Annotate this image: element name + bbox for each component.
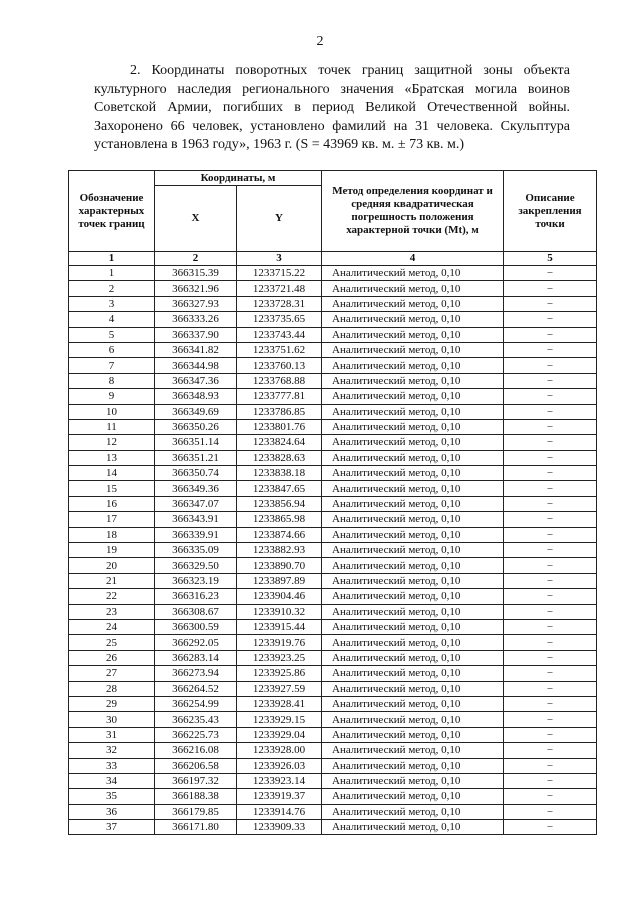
x-coordinate-cell: 366341.82	[155, 342, 237, 357]
header-description: Описание закрепления точки	[504, 171, 597, 252]
y-coordinate-cell: 1233865.98	[237, 512, 322, 527]
point-number-cell: 25	[69, 635, 155, 650]
method-cell: Аналитический метод, 0,10	[322, 296, 504, 311]
description-cell: –	[504, 804, 597, 819]
table-row	[69, 558, 597, 573]
description-cell: –	[504, 358, 597, 373]
y-coordinate-cell: 1233856.94	[237, 496, 322, 511]
y-coordinate-cell: 1233928.41	[237, 696, 322, 711]
method-cell: Аналитический метод, 0,10	[322, 558, 504, 573]
description-cell: –	[504, 496, 597, 511]
x-coordinate-cell: 366350.74	[155, 466, 237, 481]
description-cell: –	[504, 281, 597, 296]
x-coordinate-cell: 366264.52	[155, 681, 237, 696]
table-row	[69, 527, 597, 542]
table-row	[69, 758, 597, 773]
description-cell: –	[504, 450, 597, 465]
x-coordinate-cell: 366344.98	[155, 358, 237, 373]
point-number-cell: 14	[69, 466, 155, 481]
point-number-cell: 27	[69, 666, 155, 681]
x-coordinate-cell: 366283.14	[155, 650, 237, 665]
method-cell: Аналитический метод, 0,10	[322, 804, 504, 819]
point-number-cell: 4	[69, 312, 155, 327]
x-coordinate-cell: 366337.90	[155, 327, 237, 342]
description-cell: –	[504, 312, 597, 327]
y-coordinate-cell: 1233914.76	[237, 804, 322, 819]
method-cell: Аналитический метод, 0,10	[322, 496, 504, 511]
description-cell: –	[504, 266, 597, 281]
table-row	[69, 773, 597, 788]
description-cell: –	[504, 696, 597, 711]
table-row	[69, 466, 597, 481]
method-cell: Аналитический метод, 0,10	[322, 635, 504, 650]
y-coordinate-cell: 1233735.65	[237, 312, 322, 327]
y-coordinate-cell: 1233777.81	[237, 389, 322, 404]
table-row	[69, 820, 597, 835]
x-coordinate-cell: 366179.85	[155, 804, 237, 819]
y-coordinate-cell: 1233925.86	[237, 666, 322, 681]
table-row	[69, 312, 597, 327]
x-coordinate-cell: 366347.36	[155, 373, 237, 388]
coordinates-table	[68, 170, 597, 835]
point-number-cell: 33	[69, 758, 155, 773]
description-cell: –	[504, 527, 597, 542]
point-number-cell: 9	[69, 389, 155, 404]
column-number: 2	[155, 252, 237, 266]
method-cell: Аналитический метод, 0,10	[322, 266, 504, 281]
method-cell: Аналитический метод, 0,10	[322, 712, 504, 727]
table-row	[69, 619, 597, 634]
table-row	[69, 419, 597, 434]
point-number-cell: 24	[69, 619, 155, 634]
point-number-cell: 12	[69, 435, 155, 450]
x-coordinate-cell: 366206.58	[155, 758, 237, 773]
method-cell: Аналитический метод, 0,10	[322, 512, 504, 527]
table-row	[69, 481, 597, 496]
coordinates-table-wrapper	[68, 170, 596, 835]
description-cell: –	[504, 573, 597, 588]
y-coordinate-cell: 1233923.14	[237, 773, 322, 788]
y-coordinate-cell: 1233743.44	[237, 327, 322, 342]
y-coordinate-cell: 1233923.25	[237, 650, 322, 665]
description-cell: –	[504, 681, 597, 696]
point-number-cell: 30	[69, 712, 155, 727]
x-coordinate-cell: 366235.43	[155, 712, 237, 727]
x-coordinate-cell: 366348.93	[155, 389, 237, 404]
description-cell: –	[504, 327, 597, 342]
y-coordinate-cell: 1233909.33	[237, 820, 322, 835]
method-cell: Аналитический метод, 0,10	[322, 450, 504, 465]
x-coordinate-cell: 366216.08	[155, 743, 237, 758]
method-cell: Аналитический метод, 0,10	[322, 435, 504, 450]
x-coordinate-cell: 366188.38	[155, 789, 237, 804]
y-coordinate-cell: 1233760.13	[237, 358, 322, 373]
x-coordinate-cell: 366197.32	[155, 773, 237, 788]
y-coordinate-cell: 1233897.89	[237, 573, 322, 588]
method-cell: Аналитический метод, 0,10	[322, 419, 504, 434]
header-point: Обозначение характерных точек границ	[69, 171, 155, 252]
method-cell: Аналитический метод, 0,10	[322, 789, 504, 804]
table-row	[69, 496, 597, 511]
method-cell: Аналитический метод, 0,10	[322, 619, 504, 634]
y-coordinate-cell: 1233927.59	[237, 681, 322, 696]
method-cell: Аналитический метод, 0,10	[322, 281, 504, 296]
y-coordinate-cell: 1233728.31	[237, 296, 322, 311]
column-number: 1	[69, 252, 155, 266]
description-cell: –	[504, 758, 597, 773]
description-cell: –	[504, 589, 597, 604]
description-cell: –	[504, 389, 597, 404]
column-number: 4	[322, 252, 504, 266]
description-cell: –	[504, 650, 597, 665]
x-coordinate-cell: 366254.99	[155, 696, 237, 711]
table-row	[69, 358, 597, 373]
method-cell: Аналитический метод, 0,10	[322, 666, 504, 681]
description-cell: –	[504, 712, 597, 727]
table-row	[69, 543, 597, 558]
table-row	[69, 604, 597, 619]
y-coordinate-cell: 1233715.22	[237, 266, 322, 281]
method-cell: Аналитический метод, 0,10	[322, 820, 504, 835]
point-number-cell: 22	[69, 589, 155, 604]
point-number-cell: 2	[69, 281, 155, 296]
method-cell: Аналитический метод, 0,10	[322, 358, 504, 373]
x-coordinate-cell: 366273.94	[155, 666, 237, 681]
y-coordinate-cell: 1233847.65	[237, 481, 322, 496]
description-cell: –	[504, 296, 597, 311]
intro-paragraph: 2. Координаты поворотных точек границ защитной зоны объекта культурного наследия регионального значения «Братская могила воинов Советской Армии, погибших в период Великой Отечественной войны. Захоронено 66 человек, установлено фамилий на 31 человека. Скульптура установлена в 1963 году», 1963 г. (S = 43969 кв. м. ± 73 кв. м.)	[94, 63, 570, 153]
method-cell: Аналитический метод, 0,10	[322, 743, 504, 758]
x-coordinate-cell: 366308.67	[155, 604, 237, 619]
description-cell: –	[504, 481, 597, 496]
x-coordinate-cell: 366339.91	[155, 527, 237, 542]
x-coordinate-cell: 366351.21	[155, 450, 237, 465]
description-cell: –	[504, 727, 597, 742]
header-x: X	[155, 186, 237, 252]
x-coordinate-cell: 366349.69	[155, 404, 237, 419]
method-cell: Аналитический метод, 0,10	[322, 773, 504, 788]
method-cell: Аналитический метод, 0,10	[322, 481, 504, 496]
description-cell: –	[504, 543, 597, 558]
x-coordinate-cell: 366349.36	[155, 481, 237, 496]
method-cell: Аналитический метод, 0,10	[322, 342, 504, 357]
table-row	[69, 650, 597, 665]
point-number-cell: 26	[69, 650, 155, 665]
x-coordinate-cell: 366315.39	[155, 266, 237, 281]
point-number-cell: 35	[69, 789, 155, 804]
y-coordinate-cell: 1233929.04	[237, 727, 322, 742]
method-cell: Аналитический метод, 0,10	[322, 373, 504, 388]
description-cell: –	[504, 820, 597, 835]
header-method: Метод определения координат и средняя квадратическая погрешность положения характерной точки (Mt), м	[322, 171, 504, 252]
x-coordinate-cell: 366323.19	[155, 573, 237, 588]
y-coordinate-cell: 1233904.46	[237, 589, 322, 604]
table-row	[69, 450, 597, 465]
point-number-cell: 20	[69, 558, 155, 573]
point-number-cell: 31	[69, 727, 155, 742]
point-number-cell: 19	[69, 543, 155, 558]
point-number-cell: 5	[69, 327, 155, 342]
y-coordinate-cell: 1233751.62	[237, 342, 322, 357]
y-coordinate-cell: 1233838.18	[237, 466, 322, 481]
point-number-cell: 11	[69, 419, 155, 434]
column-number: 5	[504, 252, 597, 266]
point-number-cell: 17	[69, 512, 155, 527]
table-row	[69, 712, 597, 727]
table-row	[69, 296, 597, 311]
method-cell: Аналитический метод, 0,10	[322, 758, 504, 773]
point-number-cell: 28	[69, 681, 155, 696]
description-cell: –	[504, 435, 597, 450]
x-coordinate-cell: 366316.23	[155, 589, 237, 604]
description-cell: –	[504, 466, 597, 481]
x-coordinate-cell: 366350.26	[155, 419, 237, 434]
y-coordinate-cell: 1233786.85	[237, 404, 322, 419]
table-row	[69, 281, 597, 296]
x-coordinate-cell: 366333.26	[155, 312, 237, 327]
method-cell: Аналитический метод, 0,10	[322, 696, 504, 711]
y-coordinate-cell: 1233824.64	[237, 435, 322, 450]
x-coordinate-cell: 366225.73	[155, 727, 237, 742]
y-coordinate-cell: 1233801.76	[237, 419, 322, 434]
y-coordinate-cell: 1233910.32	[237, 604, 322, 619]
x-coordinate-cell: 366327.93	[155, 296, 237, 311]
point-number-cell: 10	[69, 404, 155, 419]
point-number-cell: 37	[69, 820, 155, 835]
y-coordinate-cell: 1233721.48	[237, 281, 322, 296]
method-cell: Аналитический метод, 0,10	[322, 604, 504, 619]
header-coordinates: Координаты, м	[155, 171, 322, 186]
x-coordinate-cell: 366329.50	[155, 558, 237, 573]
table-row	[69, 266, 597, 281]
table-row	[69, 727, 597, 742]
table-row	[69, 404, 597, 419]
x-coordinate-cell: 366351.14	[155, 435, 237, 450]
x-coordinate-cell: 366335.09	[155, 543, 237, 558]
point-number-cell: 32	[69, 743, 155, 758]
y-coordinate-cell: 1233882.93	[237, 543, 322, 558]
x-coordinate-cell: 366292.05	[155, 635, 237, 650]
table-row	[69, 635, 597, 650]
header-y: Y	[237, 186, 322, 252]
table-row	[69, 573, 597, 588]
table-row	[69, 435, 597, 450]
y-coordinate-cell: 1233768.88	[237, 373, 322, 388]
description-cell: –	[504, 789, 597, 804]
point-number-cell: 23	[69, 604, 155, 619]
method-cell: Аналитический метод, 0,10	[322, 543, 504, 558]
method-cell: Аналитический метод, 0,10	[322, 589, 504, 604]
point-number-cell: 6	[69, 342, 155, 357]
description-cell: –	[504, 558, 597, 573]
table-row	[69, 389, 597, 404]
table-row	[69, 373, 597, 388]
method-cell: Аналитический метод, 0,10	[322, 466, 504, 481]
point-number-cell: 29	[69, 696, 155, 711]
table-body	[69, 266, 597, 835]
method-cell: Аналитический метод, 0,10	[322, 312, 504, 327]
method-cell: Аналитический метод, 0,10	[322, 527, 504, 542]
point-number-cell: 18	[69, 527, 155, 542]
description-cell: –	[504, 419, 597, 434]
x-coordinate-cell: 366300.59	[155, 619, 237, 634]
method-cell: Аналитический метод, 0,10	[322, 727, 504, 742]
point-number-cell: 3	[69, 296, 155, 311]
description-cell: –	[504, 666, 597, 681]
page-number: 2	[316, 34, 324, 49]
x-coordinate-cell: 366321.96	[155, 281, 237, 296]
method-cell: Аналитический метод, 0,10	[322, 681, 504, 696]
point-number-cell: 16	[69, 496, 155, 511]
point-number-cell: 21	[69, 573, 155, 588]
table-row	[69, 327, 597, 342]
description-cell: –	[504, 635, 597, 650]
table-row	[69, 512, 597, 527]
x-coordinate-cell: 366171.80	[155, 820, 237, 835]
point-number-cell: 36	[69, 804, 155, 819]
point-number-cell: 34	[69, 773, 155, 788]
method-cell: Аналитический метод, 0,10	[322, 404, 504, 419]
description-cell: –	[504, 773, 597, 788]
point-number-cell: 8	[69, 373, 155, 388]
y-coordinate-cell: 1233929.15	[237, 712, 322, 727]
point-number-cell: 7	[69, 358, 155, 373]
point-number-cell: 1	[69, 266, 155, 281]
y-coordinate-cell: 1233828.63	[237, 450, 322, 465]
description-cell: –	[504, 404, 597, 419]
y-coordinate-cell: 1233928.00	[237, 743, 322, 758]
description-cell: –	[504, 743, 597, 758]
table-row	[69, 696, 597, 711]
x-coordinate-cell: 366343.91	[155, 512, 237, 527]
column-number: 3	[237, 252, 322, 266]
y-coordinate-cell: 1233915.44	[237, 619, 322, 634]
table-row	[69, 342, 597, 357]
method-cell: Аналитический метод, 0,10	[322, 389, 504, 404]
table-row	[69, 589, 597, 604]
method-cell: Аналитический метод, 0,10	[322, 650, 504, 665]
table-row	[69, 666, 597, 681]
table-row	[69, 743, 597, 758]
y-coordinate-cell: 1233919.76	[237, 635, 322, 650]
point-number-cell: 13	[69, 450, 155, 465]
table-row	[69, 804, 597, 819]
table-row	[69, 681, 597, 696]
y-coordinate-cell: 1233926.03	[237, 758, 322, 773]
method-cell: Аналитический метод, 0,10	[322, 573, 504, 588]
description-cell: –	[504, 512, 597, 527]
x-coordinate-cell: 366347.07	[155, 496, 237, 511]
description-cell: –	[504, 604, 597, 619]
description-cell: –	[504, 373, 597, 388]
description-cell: –	[504, 342, 597, 357]
method-cell: Аналитический метод, 0,10	[322, 327, 504, 342]
table-row	[69, 789, 597, 804]
y-coordinate-cell: 1233874.66	[237, 527, 322, 542]
y-coordinate-cell: 1233919.37	[237, 789, 322, 804]
description-cell: –	[504, 619, 597, 634]
y-coordinate-cell: 1233890.70	[237, 558, 322, 573]
point-number-cell: 15	[69, 481, 155, 496]
